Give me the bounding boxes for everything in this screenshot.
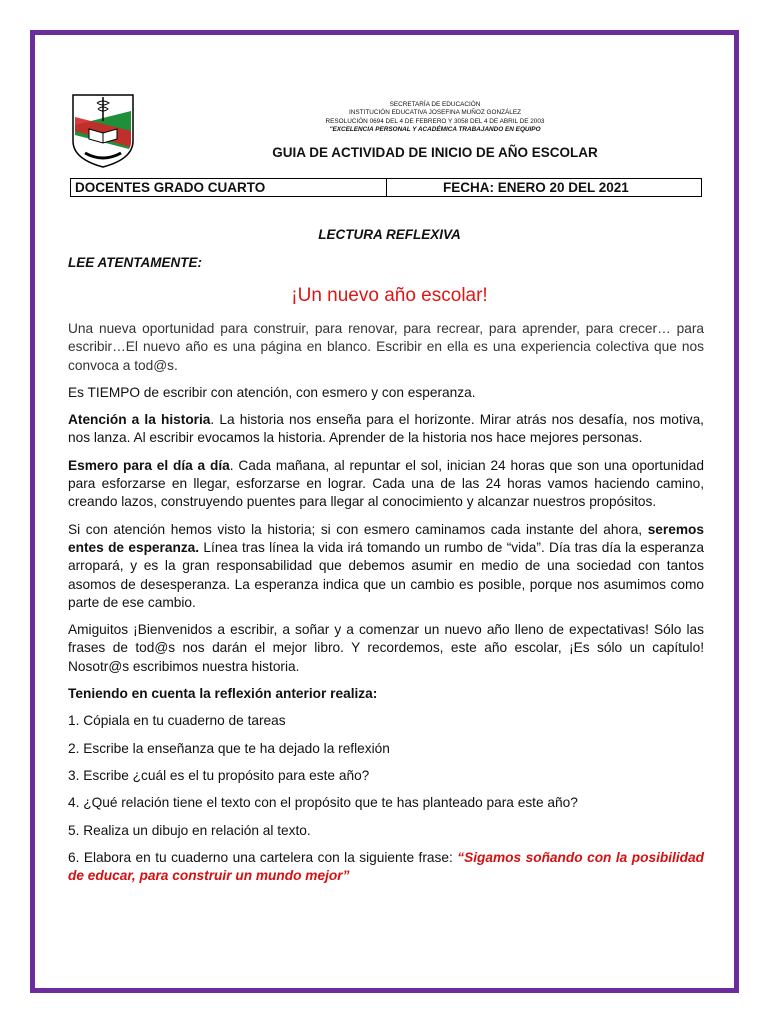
paragraph-4 (68, 457, 704, 512)
header-line-institucion: INSTITUCIÓN EDUCATIVA JOSEFINA MUÑOZ GONZÁLEZ (349, 109, 521, 117)
paragraph-4-bold: Esmero para el día a día (68, 457, 230, 473)
paragraph-4-text: . Cada mañana, al repuntar el sol, inician 24 horas que son una oportunidad para esforzarse en llegar, esforzarse en lograr. Cada una de las 24 horas vamos haciendo camino, creando lazos, construyendo puentes para llegar al conocimiento y alcanzar nuestros propósitos. (68, 457, 705, 510)
paragraph-6: Amiguitos ¡Bienvenidos a escribir, a soñar y a comenzar un nuevo año lleno de expectativas! Sólo las frases de tod@s nos darán el mejor libro. Y recordemos, este año escolar, ¡Es sólo un capítulo! Nosotr@s escribimos nuestra historia. (68, 622, 704, 674)
paragraph-5-text: Línea tras línea la vida irá tomando un rumbo de “vida”. Día tras día la esperanza arropará, y es la gran responsabilidad que debemos asumir en medio de una sociedad con tantos asomos de desesperanza. La esperanza indica que un cambio es posible, porque nos asumimos como parte de ese cambio. (68, 539, 705, 610)
reading-title: ¡Un nuevo año escolar! (291, 285, 488, 306)
paragraph-1: Una nueva oportunidad para construir, para renovar, para recrear, para aprender, para crecer… para escribir…El nuevo año es una página en blanco. Escribir en ella es una experiencia colectiva que nos convoca a tod@s. (68, 321, 704, 373)
svg-text:· · · · · ·: · · · · · · (97, 94, 109, 98)
activity-item-3: 3. Escribe ¿cuál es el tu propósito para este año? (68, 767, 370, 783)
fecha-cell: FECHA: ENERO 20 DEL 2021 (443, 180, 629, 195)
header-line-motto: "EXCELENCIA PERSONAL Y ACADÉMICA TRABAJANDO EN EQUIPO (329, 126, 541, 134)
activity-instruction-text: Teniendo en cuenta la reflexión anterior realiza: (68, 686, 378, 702)
paragraph-5-start: Si con atención hemos visto la historia; si con esmero caminamos cada instante del ahora, (68, 521, 648, 537)
page-frame (30, 30, 739, 993)
activity-item-6 (68, 849, 704, 886)
reading-body (68, 320, 704, 894)
activity-instruction (68, 685, 704, 703)
paragraph-3-text: . La historia nos enseña para el horizonte. Mirar atrás nos desafía, nos motiva, nos lanza. Al escribir evocamos la historia. Aprender de la historia nos hace mejores personas. (68, 412, 704, 446)
info-table (70, 178, 702, 197)
header-line-secretaria: SECRETARÍA DE EDUCACIÓN (389, 101, 481, 108)
instruction-heading: LEE ATENTAMENTE: (68, 255, 202, 270)
paragraph-5-bold: seremos entes de esperanza. (68, 521, 704, 555)
activity-item-6-text: 6. Elabora en tu cuaderno una cartelera con la siguiente frase: (68, 849, 458, 865)
activity-item-6-quote: “Sigamos soñando con la posibilidad de educar, para construir un mundo mejor” (68, 849, 704, 884)
paragraph-3 (68, 411, 704, 448)
paragraph-3-bold: Atención a la historia (68, 412, 211, 428)
page-title: GUIA DE ACTIVIDAD DE INICIO DE AÑO ESCOLAR (272, 145, 598, 160)
paragraph-2: Es TIEMPO de escribir con atención, con esmero y con esperanza. (68, 384, 476, 400)
section-heading: LECTURA REFLEXIVA (318, 227, 461, 242)
activity-item-2: 2. Escribe la enseñanza que te ha dejado la reflexión (68, 740, 390, 756)
paragraph-5 (68, 521, 704, 612)
activity-item-5: 5. Realiza un dibujo en relación al texto. (68, 822, 311, 838)
institution-header (225, 101, 645, 135)
activity-item-4: 4. ¿Qué relación tiene el texto con el propósito que te has planteado para este año? (68, 795, 578, 811)
school-crest-logo (71, 91, 135, 169)
activity-item-1: 1. Cópiala en tu cuaderno de tareas (68, 713, 286, 729)
header-line-resolucion: RESOLUCIÓN 0694 DEL 4 DE FEBRERO Y 3058 DEL 4 DE ABRIL DE 2003 (325, 117, 545, 125)
docentes-cell: DOCENTES GRADO CUARTO (71, 179, 387, 196)
